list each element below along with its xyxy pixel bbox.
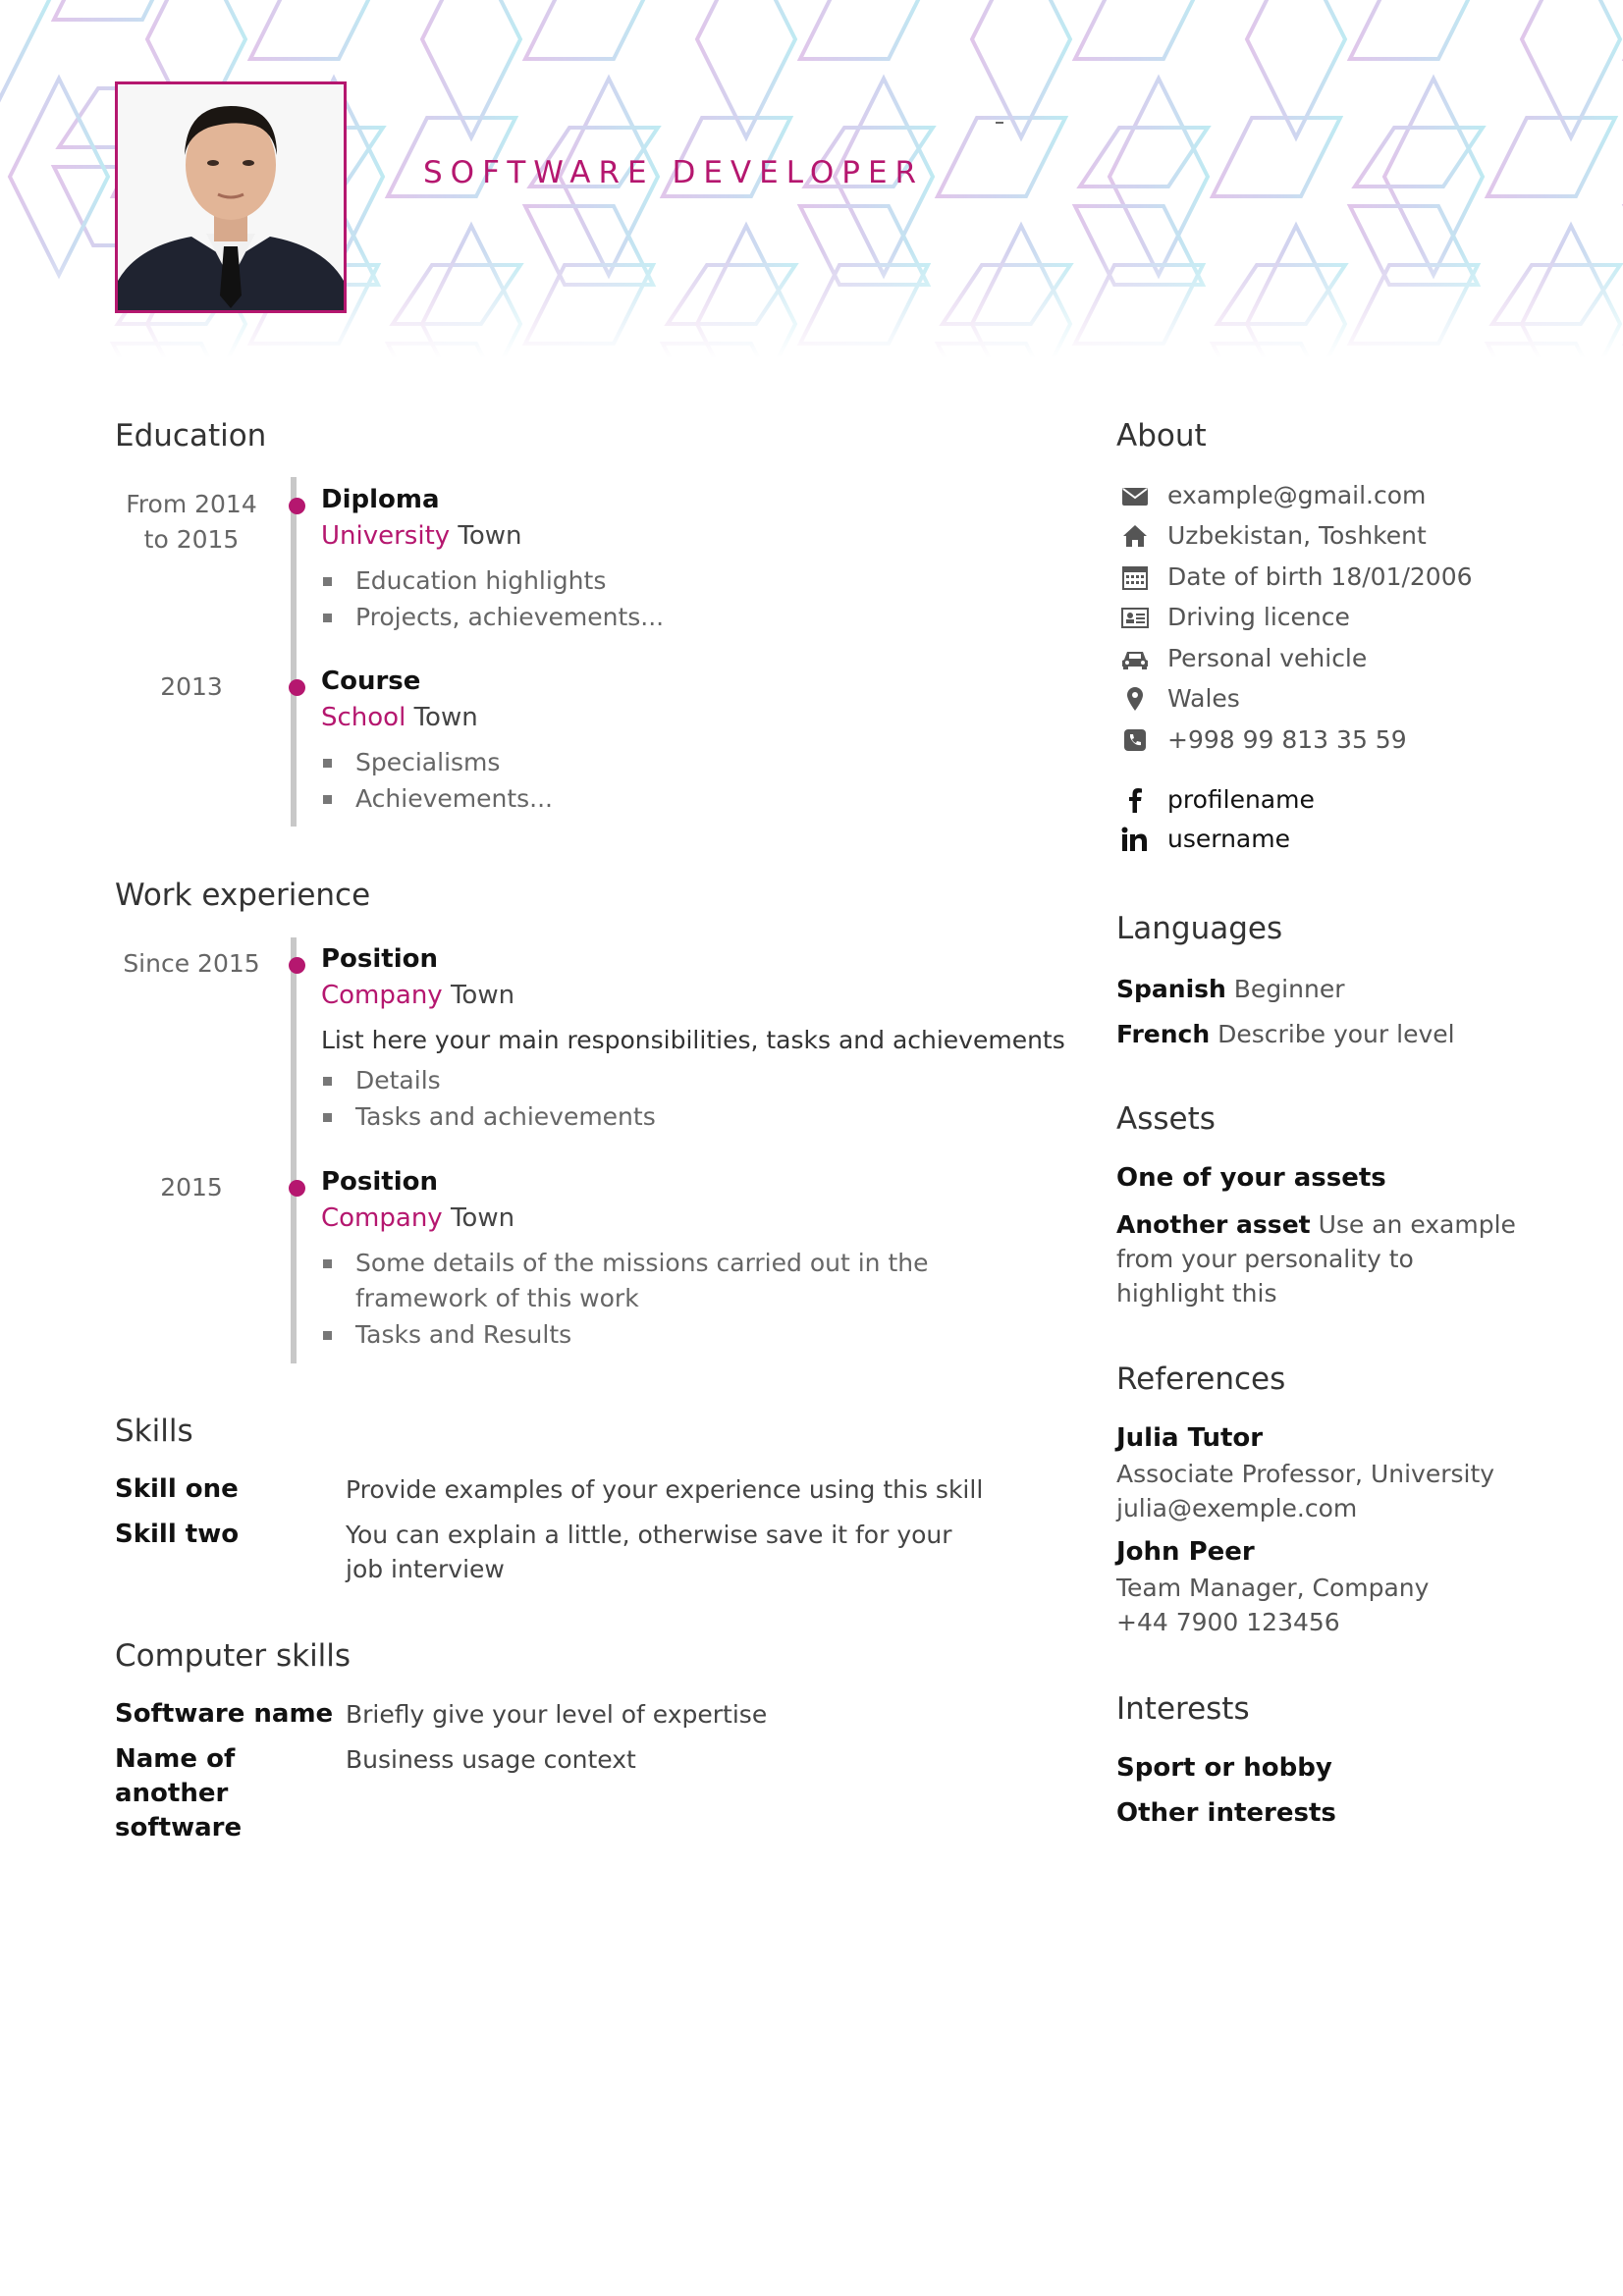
entry-organization: Company Town [321, 1203, 515, 1233]
about-driving-licence: Driving licence [1120, 598, 1592, 637]
id-card-icon [1120, 604, 1150, 631]
asset-item: Another asset Use an example from your personality to highlight this [1116, 1210, 1516, 1308]
reference-name: John Peer [1116, 1537, 1255, 1567]
profile-photo [115, 81, 347, 313]
about-facebook[interactable]: profilename [1120, 780, 1592, 820]
reference-role: Associate Professor, University [1116, 1460, 1495, 1488]
work-date: 2015 [160, 1173, 223, 1201]
entry-title: Course [321, 667, 421, 696]
about-address: Uzbekistan, Toshkent [1120, 516, 1592, 556]
bullet-item: Education highlights [321, 563, 1062, 599]
software-name: Name of another software [115, 1744, 243, 1842]
linkedin-icon [1120, 826, 1150, 853]
interest-item: Other interests [1116, 1798, 1336, 1828]
computer-skills-title: Computer skills [115, 1638, 352, 1674]
about-birthdate: Date of birth 18/01/2006 [1120, 558, 1592, 597]
software-description: Briefly give your level of expertise [346, 1700, 768, 1729]
reference-contact: +44 7900 123456 [1116, 1608, 1340, 1636]
entry-organization: School Town [321, 703, 478, 732]
language-item: Spanish Beginner [1116, 975, 1345, 1003]
skill-description: Provide examples of your experience using this skill [346, 1475, 984, 1504]
timeline-dot [289, 498, 305, 514]
education-date: 2013 [160, 672, 223, 701]
map-pin-icon [1120, 685, 1150, 713]
reference-contact: julia@exemple.com [1116, 1494, 1358, 1522]
bullet-item: Details [321, 1063, 1062, 1098]
about-linkedin[interactable]: username [1120, 820, 1592, 859]
envelope-icon [1120, 482, 1150, 509]
education-timeline [291, 477, 297, 827]
work-timeline [291, 937, 297, 1363]
about-title: About [1116, 418, 1207, 454]
header-dash [996, 122, 1003, 124]
entry-title: Position [321, 1167, 439, 1197]
asset-item: One of your assets [1116, 1163, 1386, 1193]
languages-title: Languages [1116, 911, 1283, 946]
about-vehicle: Personal vehicle [1120, 639, 1592, 678]
about-email: example@gmail.com [1120, 476, 1592, 515]
about-phone: +998 99 813 35 59 [1120, 721, 1592, 760]
bullet-item: Some details of the missions carried out in the framework of this work [321, 1246, 1033, 1316]
timeline-dot [289, 1180, 305, 1197]
job-title: SOFTWARE DEVELOPER [423, 155, 925, 190]
references-title: References [1116, 1362, 1286, 1397]
software-description: Business usage context [346, 1745, 636, 1774]
entry-title: Diploma [321, 485, 440, 514]
bullet-item: Projects, achievements... [321, 600, 1062, 635]
timeline-dot [289, 957, 305, 974]
skill-description: You can explain a little, otherwise save it for your job interview [346, 1521, 952, 1583]
language-item: French Describe your level [1116, 1020, 1455, 1048]
bullet-item: Specialisms [321, 745, 1062, 780]
skills-title: Skills [115, 1414, 193, 1449]
entry-organization: Company Town [321, 981, 515, 1010]
entry-description: List here your main responsibilities, tasks and achievements [321, 1026, 1065, 1054]
bullet-item: Tasks and Results [321, 1317, 1062, 1353]
bullet-item: Tasks and achievements [321, 1099, 1062, 1135]
interest-item: Sport or hobby [1116, 1753, 1332, 1783]
facebook-icon [1120, 786, 1150, 814]
reference-role: Team Manager, Company [1116, 1574, 1430, 1602]
education-date: From 2014 to 2015 [126, 490, 257, 554]
work-experience-title: Work experience [115, 878, 371, 913]
entry-title: Position [321, 944, 439, 974]
work-date: Since 2015 [123, 949, 260, 978]
skill-name: Skill one [115, 1474, 239, 1504]
assets-title: Assets [1116, 1101, 1216, 1137]
car-icon [1120, 645, 1150, 672]
reference-name: Julia Tutor [1116, 1423, 1264, 1453]
education-title: Education [115, 418, 267, 454]
software-name: Software name [115, 1699, 334, 1729]
timeline-dot [289, 679, 305, 696]
entry-organization: University Town [321, 521, 522, 551]
home-icon [1120, 522, 1150, 550]
skill-name: Skill two [115, 1520, 240, 1549]
phone-icon [1120, 726, 1150, 754]
interests-title: Interests [1116, 1691, 1250, 1727]
about-location: Wales [1120, 679, 1592, 719]
calendar-icon [1120, 563, 1150, 591]
bullet-item: Achievements... [321, 781, 1062, 817]
